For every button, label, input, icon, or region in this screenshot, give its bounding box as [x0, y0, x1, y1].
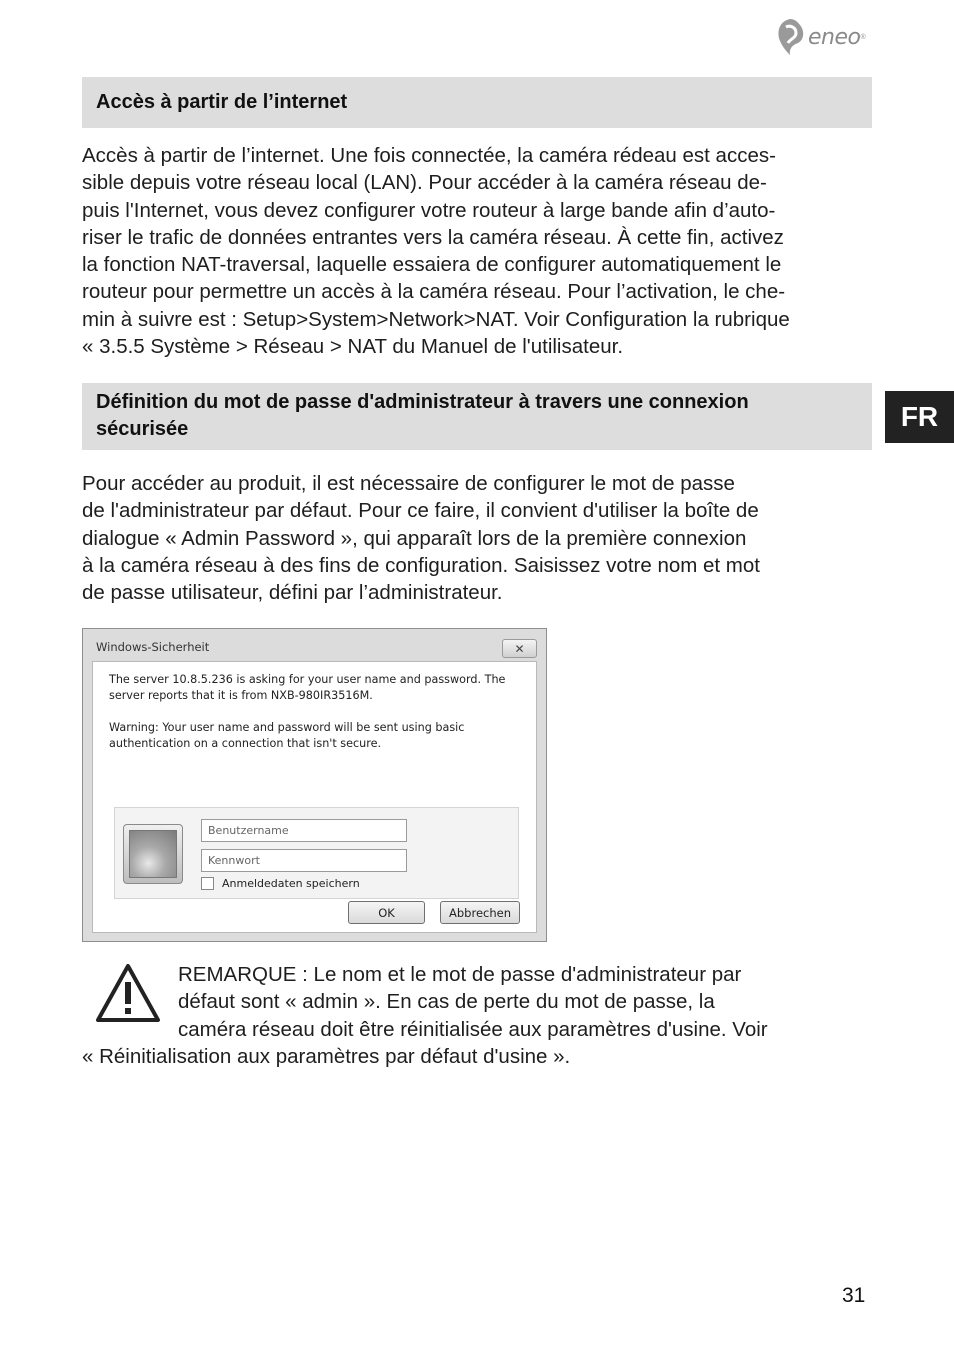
dialog-title: Windows-Sicherheit	[96, 640, 210, 654]
password-field[interactable]: Kennwort	[201, 849, 407, 872]
logo-wordmark: eneo	[808, 24, 861, 50]
remember-credentials-row[interactable]	[201, 877, 360, 890]
message-line: Warning: Your user name and password will be sent using basic	[109, 721, 465, 734]
flower-image-icon	[129, 830, 177, 878]
remember-label: Anmeldedaten speichern	[222, 877, 360, 890]
language-tab-fr: FR	[885, 391, 954, 443]
paragraph-line: à la caméra réseau à des fins de configuration. Saisissez votre nom et mot	[82, 553, 760, 577]
warning-message	[109, 720, 464, 752]
paragraph-line: de passe utilisateur, défini par l’administrateur.	[82, 581, 503, 605]
paragraph-line: la fonction NAT-traversal, laquelle essaiera de configurer automatiquement le	[82, 253, 782, 277]
paragraph-line: de l'administrateur par défaut. Pour ce faire, il convient d'utiliser la boîte de	[82, 499, 759, 523]
paragraph-line: Pour accéder au produit, il est nécessaire de configurer le mot de passe	[82, 472, 735, 495]
paragraph-line: puis l'Internet, vous devez configurer votre routeur à large bande afin d’auto-	[82, 198, 776, 222]
paragraph-line: Accès à partir de l’internet. Une fois connectée, la caméra rédeau est acces-	[82, 144, 776, 167]
note-line: défaut sont « admin ». En cas de perte du mot de passe, la	[178, 990, 715, 1014]
close-icon[interactable]: ✕	[502, 639, 537, 658]
server-message	[109, 672, 505, 704]
paragraph-line: routeur pour permettre un accès à la caméra réseau. Pour l’activation, le che-	[82, 280, 786, 304]
dialog-body	[92, 661, 537, 933]
paragraph-line: « 3.5.5 Système > Réseau > NAT du Manuel de l'utilisateur.	[82, 335, 624, 359]
remember-checkbox[interactable]	[201, 877, 214, 890]
message-line: authentication on a connection that isn't secure.	[109, 737, 382, 750]
message-line: server reports that it is from NXB-980IR3516M.	[109, 689, 373, 702]
message-line: The server 10.8.5.236 is asking for your user name and password. The	[109, 673, 506, 686]
cancel-button[interactable]: Abbrechen	[440, 901, 520, 924]
section-heading-line: Définition du mot de passe d'administrateur à travers une connexion	[96, 391, 749, 413]
page-number: 31	[842, 1284, 866, 1307]
section-heading-line: sécurisée	[96, 418, 189, 440]
section-heading-internet-access	[82, 77, 872, 128]
ok-button[interactable]: OK	[348, 901, 425, 924]
remark-note	[82, 961, 872, 1070]
note-line: caméra réseau doit être réinitialisée aux paramètres d'usine. Voir	[178, 1017, 768, 1041]
section-heading-text: Accès à partir de l’internet	[96, 91, 348, 113]
note-line: « Réinitialisation aux paramètres par défaut d'usine ».	[82, 1044, 571, 1068]
note-line: REMARQUE : Le nom et le mot de passe d'administrateur par	[178, 963, 742, 986]
internet-access-paragraph	[82, 142, 874, 360]
windows-security-dialog	[82, 628, 547, 942]
username-field[interactable]: Benutzername	[201, 819, 407, 842]
paragraph-line: sible depuis votre réseau local (LAN). Pour accéder à la caméra réseau de-	[82, 171, 767, 195]
admin-password-paragraph	[82, 470, 874, 606]
logo-registered-mark: ®	[860, 33, 866, 41]
paragraph-line: dialogue « Admin Password », qui apparaît lors de la première connexion	[82, 526, 747, 550]
user-avatar-icon	[123, 824, 183, 884]
brand-logo	[774, 16, 866, 58]
eneo-logo-icon	[774, 17, 806, 57]
credentials-panel	[114, 807, 519, 899]
paragraph-line: riser le trafic de données entrantes vers la caméra réseau. À cette fin, activez	[82, 225, 784, 249]
section-heading-admin-password	[82, 383, 872, 450]
paragraph-line: min à suivre est : Setup>System>Network>NAT. Voir Configuration la rubrique	[82, 307, 790, 331]
